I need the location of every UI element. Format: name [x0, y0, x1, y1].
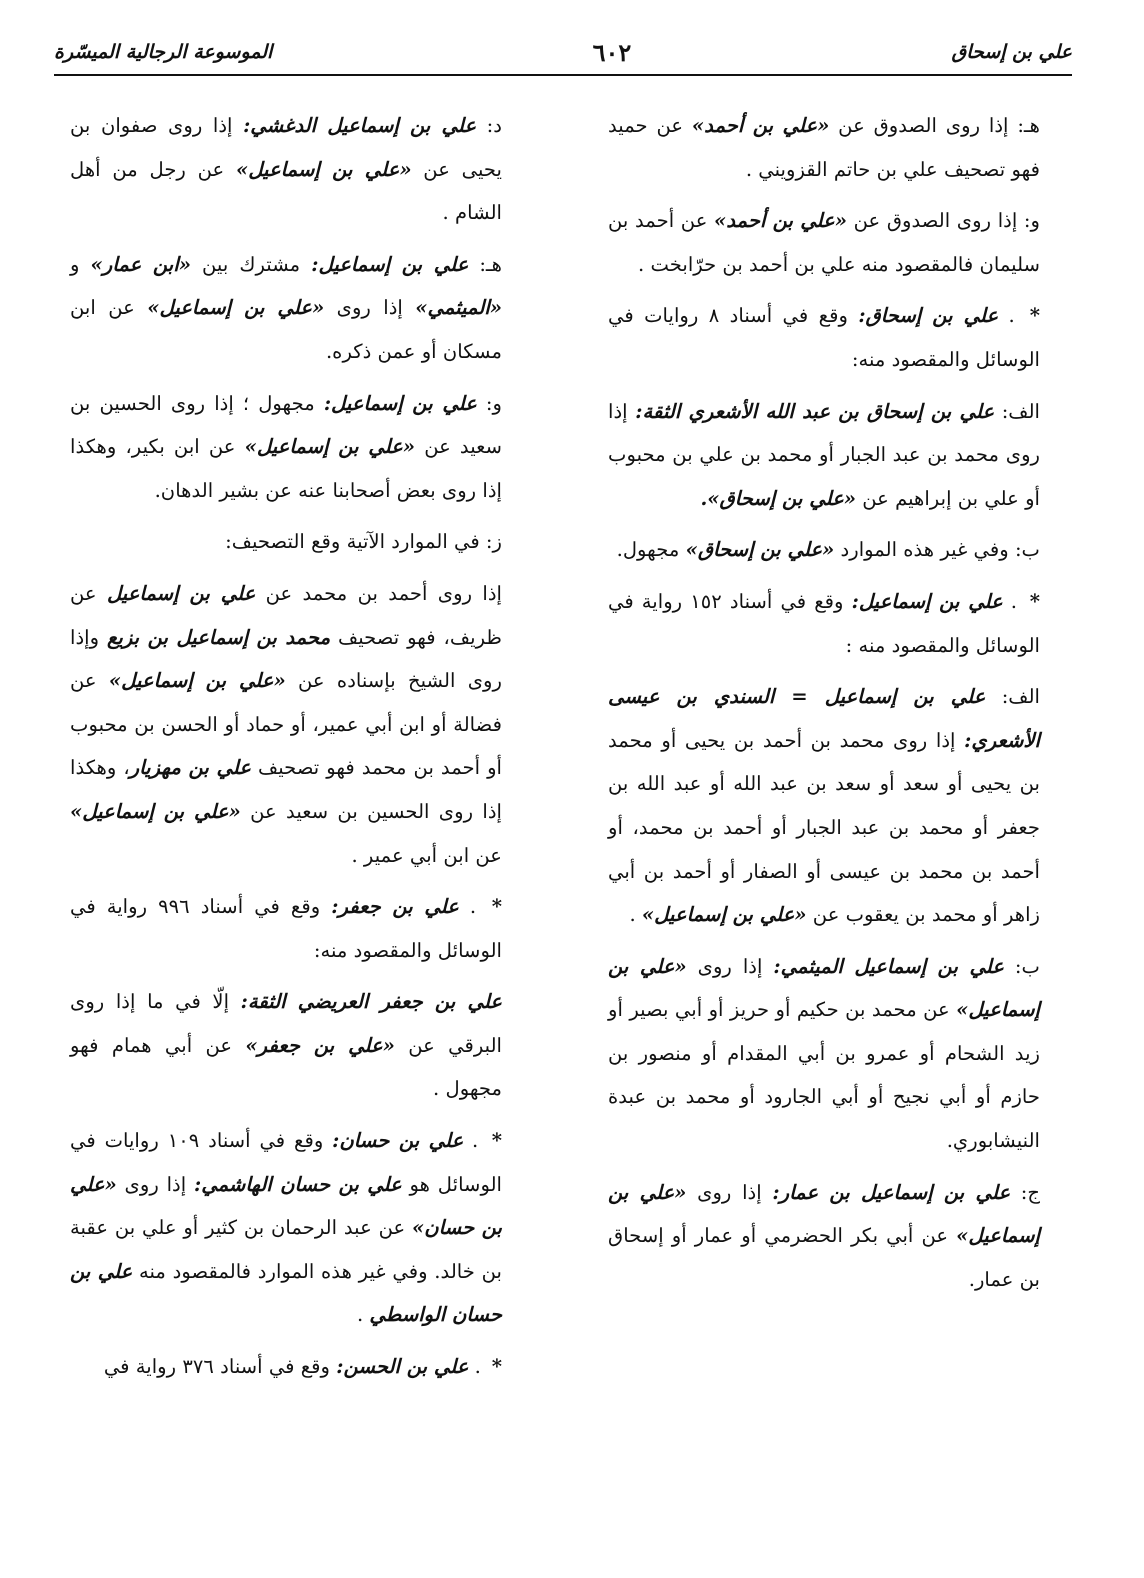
entry-name: علي بن جعفر: — [331, 895, 459, 919]
right-column — [608, 104, 1040, 1538]
paragraph — [608, 580, 1040, 667]
entry-name: «علي بن إسماعيل» — [608, 1180, 1040, 1248]
text-run: . — [998, 304, 1015, 328]
page-header — [54, 30, 1072, 76]
text-run: عن أبي بكر الحضرمي أو عمار أو إسحاق بن عمار. — [608, 1224, 1040, 1291]
text-run: إذا روى محمد بن أحمد بن يحيى أو محمد بن يحيى أو سعد أو سعد بن عبد الله أو عبد الله بن جعفر أو محمد بن عبد الجبار أو أحمد بن محمد، أو أحمد بن محمد بن عيسى أو الصفار أو أحمد بن أبي زاهر أو محمد بن يعقوب عن — [608, 728, 1040, 927]
paragraph — [608, 1171, 1040, 1302]
text-run: عن ابن مسكان أو عمن ذكره. — [70, 296, 502, 363]
text-run: عن ظريف، فهو تصحيف — [70, 581, 502, 649]
text-run: عن محمد بن حكيم أو حريز أو أبي بصير أو زيد الشحام أو عمرو بن أبي المقدام أو منصور بن حازم أو أبي نجيح أو أبي الجارود أو محمد بن عبدة النيشابوري. — [608, 998, 1040, 1153]
running-title-right: علي بن إسحاق — [951, 41, 1072, 63]
text-run: و — [70, 252, 91, 276]
entry-name: محمد بن إسماعيل بن بزيع — [106, 625, 331, 649]
text-run: د: — [476, 114, 502, 137]
entry-name: «علي بن أحمد» — [691, 114, 830, 137]
text-run: مجهول ؛ إذا روى الحسين بن سعيد عن — [70, 391, 503, 459]
entry-name: «علي بن إسحاق» — [685, 538, 835, 562]
text-run: عن أبي همام فهو مجهول . — [70, 1033, 502, 1101]
paragraph — [70, 104, 502, 235]
entry-name: «علي بن إسحاق». — [700, 486, 857, 510]
text-run: وقع في أسناد ١٥٢ رواية في الوسائل والمقصود منه : — [608, 589, 1040, 657]
text-run: إذا روى — [116, 1172, 195, 1196]
text-run: عن رجل من أهل الشام . — [70, 157, 502, 225]
text-run: وقع في أسناد ١٠٩ روايات في الوسائل هو — [70, 1129, 502, 1196]
text-run: إلّا في ما إذا روى البرقي عن — [70, 990, 502, 1057]
entry-name: علي بن حسان الواسطي — [70, 1259, 502, 1327]
entry-marker: * — [1018, 304, 1040, 328]
entry-marker: * — [1021, 589, 1040, 613]
text-run: عن عبد الرحمان بن كثير أو علي بن عقبة بن خالد. وفي غير هذه الموارد فالمقصود منه — [70, 1216, 502, 1283]
paragraph — [608, 528, 1040, 572]
paragraph — [70, 1119, 502, 1337]
text-run: عن أحمد بن سليمان فالمقصود منه علي بن أحمد بن حرّابخت . — [608, 209, 1040, 276]
left-column — [70, 104, 502, 1538]
paragraph — [608, 945, 1040, 1163]
text-run: عن ابن بكير، وهكذا إذا روى بعض أصحابنا عنه عن بشير الدهان. — [70, 435, 502, 502]
paragraph — [70, 572, 502, 877]
text-run: مجهول. — [616, 538, 686, 562]
text-run: . — [629, 903, 642, 927]
paragraph — [70, 1345, 502, 1389]
text-run: إذا روى صفوان بن يحيى عن — [70, 114, 502, 181]
entry-name: علي بن إسماعيل الدغشي: — [243, 114, 477, 137]
paragraph — [70, 885, 502, 972]
running-title-left: الموسوعة الرجالية الميسّرة — [54, 41, 273, 63]
entry-name: «علي بن إسماعيل» — [108, 669, 286, 693]
entry-name: علي بن إسحاق بن عبد الله الأشعري الثقة: — [635, 399, 995, 423]
entry-name: «علي بن إسماعيل» — [608, 954, 1040, 1022]
entry-name: «علي بن إسماعيل» — [235, 157, 412, 181]
entry-name: «علي بن إسماعيل» — [70, 799, 241, 823]
paragraph — [70, 382, 502, 513]
entry-name: «علي بن أحمد» — [714, 209, 847, 233]
entry-name: علي بن حسان: — [332, 1129, 464, 1153]
text-run: إذا روى محمد بن عبد الجبار أو محمد بن علي بن محبوب أو علي بن إبراهيم عن — [608, 399, 1040, 510]
text-run: و: إذا روى الصدوق عن — [846, 209, 1040, 233]
text-run: هـ: إذا روى الصدوق عن — [829, 114, 1041, 137]
text-run: ، وهكذا إذا روى الحسين بن سعيد عن — [70, 756, 502, 823]
entry-name: «علي بن حسان» — [70, 1172, 502, 1240]
entry-name: «علي بن إسماعيل» — [641, 903, 807, 927]
text-run: ب: وفي غير هذه الموارد — [834, 538, 1040, 562]
text-run: الف: — [994, 399, 1040, 423]
text-run: وقع في أسناد ٣٧٦ رواية في — [103, 1355, 337, 1379]
entry-name: علي بن جعفر العريضي الثقة: — [240, 990, 502, 1014]
entry-marker: * — [480, 895, 503, 919]
paragraph — [70, 243, 502, 374]
text-run: . — [356, 1303, 370, 1327]
entry-name: علي بن إسماعيل: — [851, 589, 1003, 613]
text-run: عن فضالة أو ابن أبي عمير، أو حماد أو الحسن بن محبوب أو أحمد بن محمد فهو تصحيف — [70, 669, 502, 780]
text-run: ب: — [1003, 954, 1040, 978]
entry-name: علي بن حسان الهاشمي: — [194, 1172, 402, 1196]
entry-name: علي بن إسماعيل: — [323, 391, 477, 415]
entry-name: علي بن إسماعيل: — [311, 252, 469, 276]
paragraph — [608, 104, 1040, 191]
entry-name: «الميثمي» — [415, 296, 502, 320]
text-run: ز: في الموارد الآتية وقع التصحيف: — [225, 530, 502, 554]
entry-name: علي بن الحسن: — [336, 1355, 469, 1379]
entry-name: علي بن إسماعيل — [106, 581, 256, 605]
paragraph — [608, 390, 1040, 521]
entry-marker: * — [482, 1129, 502, 1153]
entry-name: علي بن إسماعيل بن عمار: — [772, 1180, 1011, 1204]
entry-name: علي بن إسماعيل الميثمي: — [773, 954, 1004, 978]
entry-name: «علي بن إسماعيل» — [147, 296, 325, 320]
paragraph — [70, 980, 502, 1111]
text-run: عن حميد فهو تصحيف علي بن حاتم القزويني . — [608, 114, 1040, 181]
entry-name: «علي بن جعفر» — [245, 1033, 395, 1057]
text-columns — [70, 104, 1040, 1538]
text-run: إذا روى — [686, 1180, 773, 1204]
text-run: مشترك بين — [190, 252, 312, 276]
text-run: وقع في أسناد ٩٩٦ رواية في الوسائل والمقصود منه: — [70, 895, 502, 962]
entry-name: علي بن إسماعيل = السندي بن عيسى الأشعري: — [608, 685, 1040, 752]
entry-name: علي بن إسحاق: — [858, 304, 999, 328]
entry-marker: * — [484, 1355, 502, 1379]
text-run: عن ابن أبي عمير . — [351, 843, 502, 867]
paragraph — [70, 520, 502, 564]
text-run: الف: — [985, 685, 1040, 709]
text-run: إذا روى — [686, 954, 774, 978]
text-run: . — [463, 1129, 479, 1153]
text-run: إذا روى — [324, 296, 416, 320]
entry-name: «ابن عمار» — [90, 252, 191, 276]
text-run: وقع في أسناد ٨ روايات في الوسائل والمقصود منه: — [608, 304, 1040, 371]
text-run: إذا روى أحمد بن محمد عن — [255, 581, 502, 605]
text-run: . — [1002, 589, 1018, 613]
text-run: ج: — [1010, 1180, 1040, 1204]
text-run: . — [458, 895, 477, 919]
entry-name: «علي بن إسماعيل» — [244, 435, 416, 459]
text-run: هـ: — [468, 252, 502, 276]
paragraph — [608, 294, 1040, 381]
text-run: وإذا روى الشيخ بإسناده عن — [70, 625, 502, 693]
text-run: . — [468, 1355, 481, 1379]
page-number: ٦٠٢ — [592, 37, 632, 67]
paragraph — [608, 675, 1040, 937]
text-run: و: — [476, 391, 502, 415]
paragraph — [608, 199, 1040, 286]
entry-name: علي بن مهزيار — [129, 756, 251, 780]
